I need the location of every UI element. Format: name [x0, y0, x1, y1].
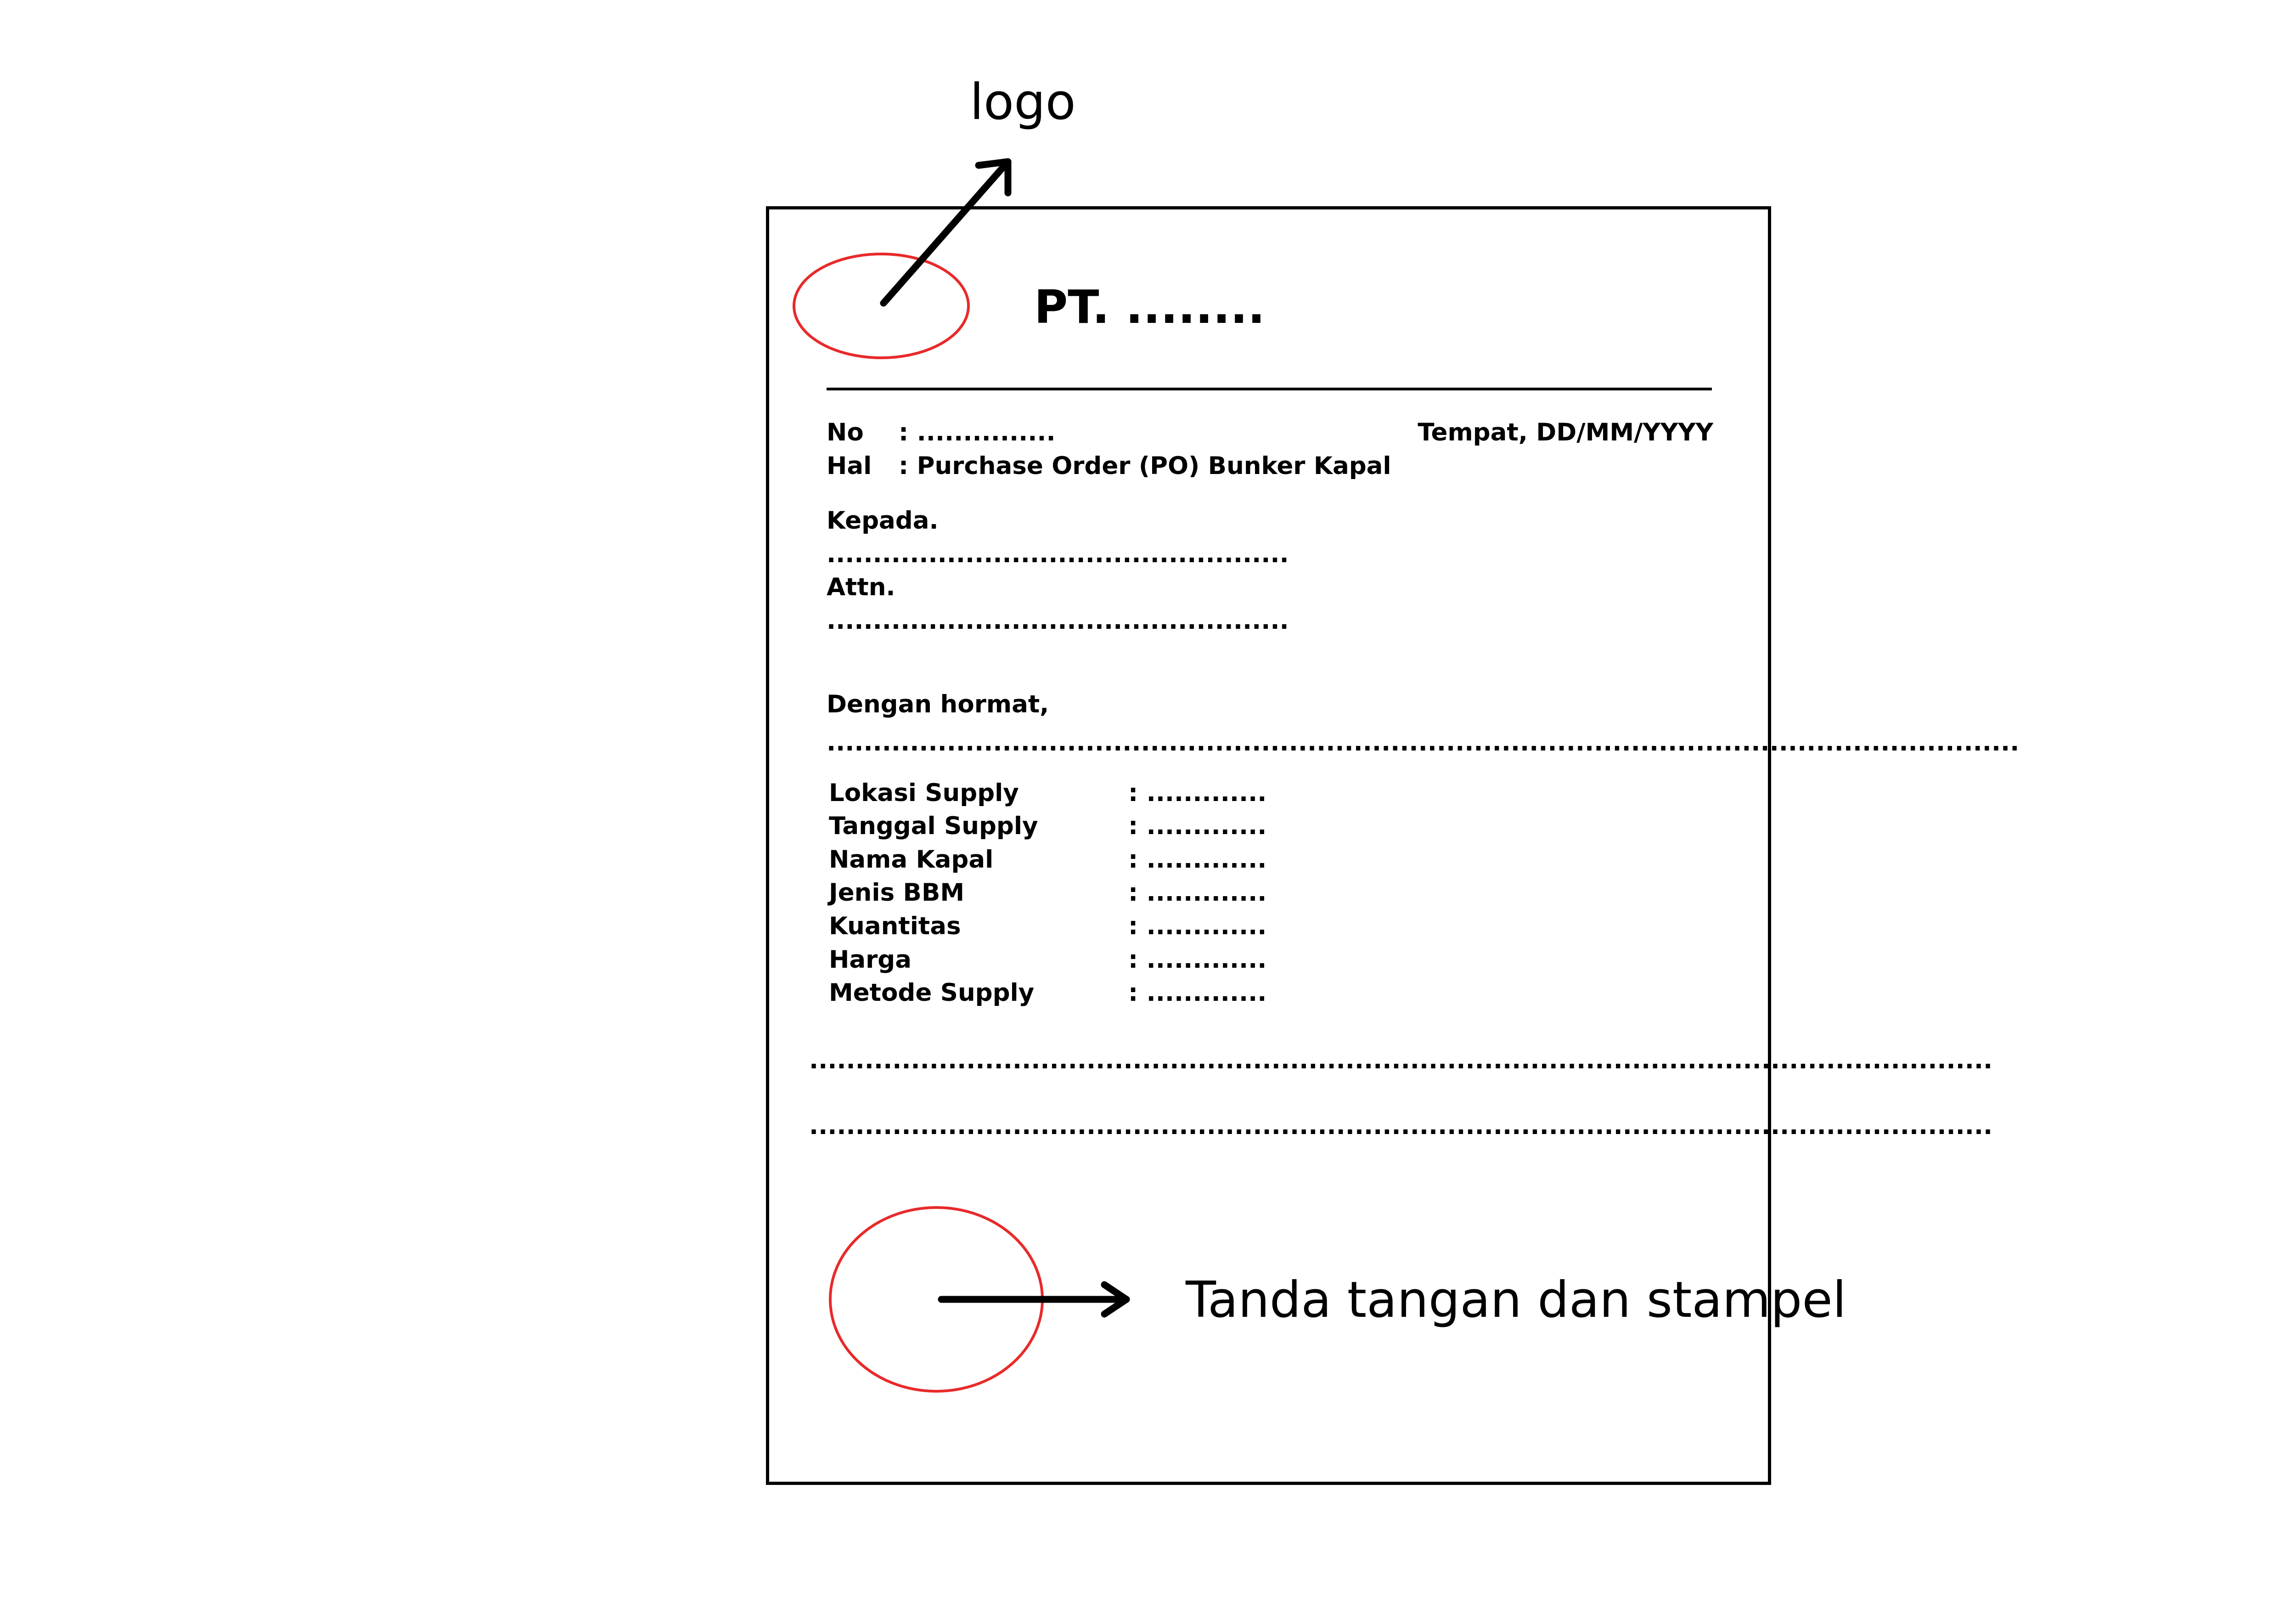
- detail-label: Tanggal Supply: [829, 812, 1038, 840]
- detail-value: : .............: [1128, 779, 1267, 807]
- logo-annotation-label: logo: [970, 73, 1076, 131]
- hal-label: Hal: [827, 452, 872, 480]
- signature-pointer-arrow-icon: [941, 1285, 1126, 1314]
- detail-label: Metode Supply: [829, 979, 1035, 1007]
- place-date: Tempat, DD/MM/YYYY: [1418, 418, 1713, 446]
- no-label: No: [827, 418, 864, 446]
- company-name: PT. ........: [1034, 280, 1266, 334]
- detail-label: Kuantitas: [829, 912, 961, 940]
- detail-label: Harga: [829, 946, 912, 974]
- logo-placeholder-circle: [794, 254, 968, 358]
- logo-pointer-arrow-icon: [884, 162, 1008, 303]
- detail-label: Lokasi Supply: [829, 779, 1019, 807]
- greeting-line: .................................................................................................................................: [827, 728, 2020, 756]
- detail-label: Jenis BBM: [829, 879, 965, 907]
- closing-line-1: ................................................................................................................................: [809, 1046, 1993, 1074]
- kepada-line: ..................................................: [827, 540, 1289, 568]
- closing-line-2: ................................................................................................................................: [809, 1112, 1993, 1140]
- hal-value: : Purchase Order (PO) Bunker Kapal: [899, 452, 1391, 480]
- no-value: : ...............: [899, 418, 1056, 446]
- detail-value: : .............: [1128, 946, 1267, 974]
- attn-label: Attn.: [827, 573, 895, 601]
- detail-label: Nama Kapal: [829, 846, 994, 874]
- kepada-label: Kepada.: [827, 507, 939, 535]
- attn-line: ..................................................: [827, 607, 1289, 635]
- detail-value: : .............: [1128, 879, 1267, 907]
- detail-value: : .............: [1128, 812, 1267, 840]
- detail-value: : .............: [1128, 846, 1267, 874]
- detail-value: : .............: [1128, 979, 1267, 1007]
- greeting: Dengan hormat,: [827, 690, 1049, 718]
- signature-annotation-label: Tanda tangan dan stampel: [1186, 1271, 1846, 1329]
- detail-value: : .............: [1128, 912, 1267, 940]
